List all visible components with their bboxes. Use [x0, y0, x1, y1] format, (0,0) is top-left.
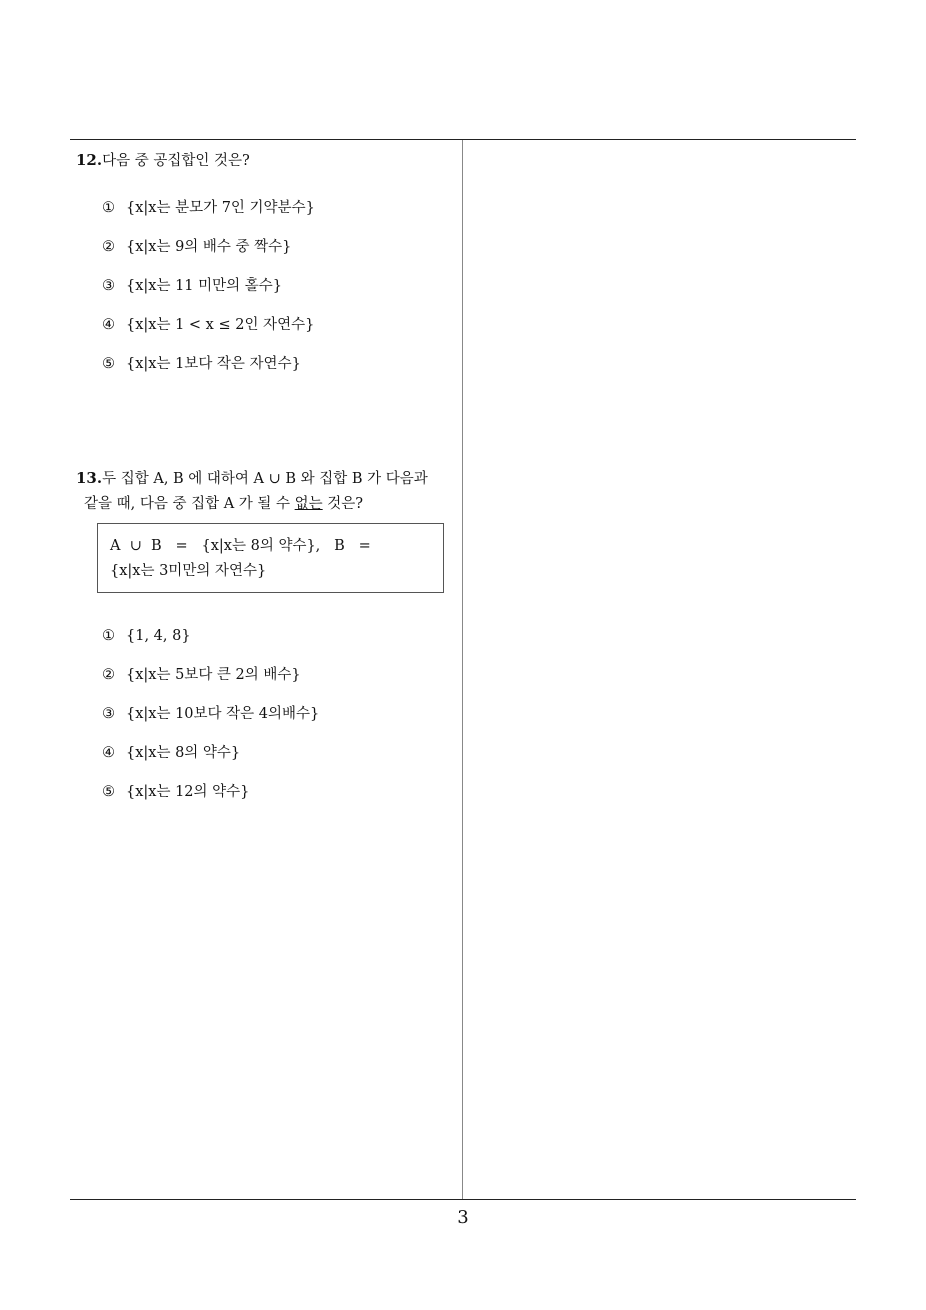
question-12 — [76, 148, 456, 174]
question-12-header — [76, 148, 456, 174]
choice-text: {x|x는 10보다 작은 4의배수} — [126, 706, 320, 722]
choice-number: ④ — [102, 317, 115, 333]
choice-number: ② — [102, 667, 115, 683]
condition-line-1: A ∪ B = {x|x는 8의 약수}, B = — [110, 538, 371, 554]
choice-item[interactable] — [102, 236, 315, 275]
choice-number: ③ — [102, 706, 115, 722]
choice-item[interactable] — [102, 781, 319, 820]
question-13-choices — [102, 625, 319, 820]
question-prompt-line1: 두 집합 A, B 에 대하여 A ∪ B 와 집합 B 가 다음과 — [102, 471, 428, 487]
question-number: 12. — [76, 151, 103, 169]
choice-number: ① — [102, 200, 115, 216]
page-number: 3 — [457, 1207, 469, 1228]
question-prompt-line2 — [76, 492, 456, 517]
underlined-emphasis: 없는 — [294, 496, 323, 512]
top-rule — [70, 139, 856, 140]
choice-number: ⑤ — [102, 356, 115, 372]
question-13-header — [76, 466, 456, 517]
choice-number: ① — [102, 628, 115, 644]
choice-item[interactable] — [102, 625, 319, 664]
column-divider — [462, 140, 463, 1199]
choice-text: {x|x는 1 < x ≤ 2인 자연수} — [126, 317, 315, 333]
prompt-text: 것은? — [322, 496, 364, 512]
choice-item[interactable] — [102, 197, 315, 236]
choice-number: ③ — [102, 278, 115, 294]
choice-text: {x|x는 12의 약수} — [126, 784, 250, 800]
prompt-text: 같을 때, 다음 중 집합 A 가 될 수 — [84, 496, 295, 512]
choice-text: {x|x는 9의 배수 중 짝수} — [126, 239, 292, 255]
choice-item[interactable] — [102, 664, 319, 703]
choice-text: {1, 4, 8} — [126, 628, 191, 644]
choice-item[interactable] — [102, 703, 319, 742]
question-number: 13. — [76, 469, 103, 487]
question-13 — [76, 466, 456, 517]
choice-text: {x|x는 1보다 작은 자연수} — [126, 356, 301, 372]
choice-item[interactable] — [102, 742, 319, 781]
question-prompt: 다음 중 공집합인 것은? — [102, 153, 250, 169]
choice-text: {x|x는 5보다 큰 2의 배수} — [126, 667, 301, 683]
choice-text: {x|x는 8의 약수} — [126, 745, 241, 761]
choice-item[interactable] — [102, 353, 315, 392]
bottom-rule — [70, 1199, 856, 1200]
choice-item[interactable] — [102, 314, 315, 353]
choice-text: {x|x는 11 미만의 홀수} — [126, 278, 283, 294]
choice-number: ④ — [102, 745, 115, 761]
question-12-choices — [102, 197, 315, 392]
choice-text: {x|x는 분모가 7인 기약분수} — [126, 200, 315, 216]
choice-number: ⑤ — [102, 784, 115, 800]
choice-item[interactable] — [102, 275, 315, 314]
condition-line-2: {x|x는 3미만의 자연수} — [110, 563, 267, 579]
choice-number: ② — [102, 239, 115, 255]
condition-box — [97, 523, 444, 593]
